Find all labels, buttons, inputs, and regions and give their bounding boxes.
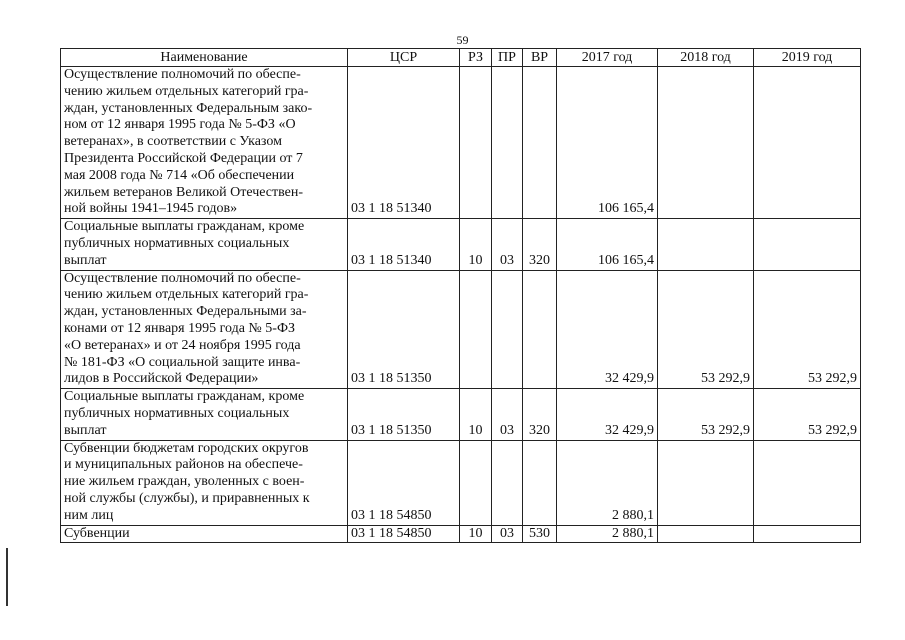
cell-name: [61, 440, 348, 525]
header-2017: 2017 год: [557, 49, 658, 67]
cell-pr: [492, 270, 523, 389]
cell-2017: 32 429,9: [557, 389, 658, 440]
name-line: публичных нормативных социальных: [64, 405, 290, 421]
header-rz: РЗ: [460, 49, 492, 67]
cell-vr: 530: [523, 525, 557, 543]
name-line: «О ветеранах» и от 24 ноября 1995 года: [64, 337, 301, 353]
name-line: ждан, установленных Федеральным зако-: [64, 100, 313, 116]
cell-rz: [460, 440, 492, 525]
name-line: жильем ветеранов Великой Отечествен-: [64, 184, 304, 200]
name-line: Субвенции бюджетам городских округов: [64, 440, 309, 456]
table-row: [61, 389, 861, 440]
cell-2017: 2 880,1: [557, 525, 658, 543]
cell-name: [61, 270, 348, 389]
table-body: [61, 67, 861, 543]
table-row: [61, 440, 861, 525]
cell-csr: 03 1 18 51340: [348, 67, 460, 219]
cell-2018: [658, 440, 754, 525]
name-line: лидов в Российской Федерации»: [64, 371, 259, 387]
name-line: выплат: [64, 422, 107, 438]
cell-rz: 10: [460, 219, 492, 270]
cell-2018: [658, 219, 754, 270]
name-line: ной службы (службы), и приравненных к: [64, 490, 310, 506]
name-line: Осуществление полномочий по обеспе-: [64, 270, 301, 286]
cell-2019: 53 292,9: [754, 270, 861, 389]
name-line: Субвенции: [64, 525, 130, 541]
header-pr: ПР: [492, 49, 523, 67]
cell-2019: [754, 525, 861, 543]
cell-pr: 03: [492, 525, 523, 543]
cell-rz: [460, 270, 492, 389]
name-line: № 181-ФЗ «О социальной защите инва-: [64, 354, 301, 370]
cell-vr: [523, 67, 557, 219]
cell-vr: 320: [523, 389, 557, 440]
cell-vr: 320: [523, 219, 557, 270]
cell-2018: 53 292,9: [658, 270, 754, 389]
cell-name: [61, 525, 348, 543]
cell-2019: [754, 219, 861, 270]
cell-2017: 106 165,4: [557, 219, 658, 270]
cell-2018: [658, 525, 754, 543]
cell-vr: [523, 270, 557, 389]
name-line: и муниципальных районов на обеспече-: [64, 457, 303, 473]
cell-2019: 53 292,9: [754, 389, 861, 440]
name-line: ветеранах», в соответствии с Указом: [64, 134, 282, 150]
budget-table: [60, 48, 861, 543]
cell-vr: [523, 440, 557, 525]
name-line: ном от 12 января 1995 года № 5-ФЗ «О: [64, 117, 296, 133]
cell-rz: [460, 67, 492, 219]
name-line: Социальные выплаты гражданам, кроме: [64, 219, 305, 235]
header-2019: 2019 год: [754, 49, 861, 67]
cell-2019: [754, 440, 861, 525]
cell-2017: 106 165,4: [557, 67, 658, 219]
name-line: Президента Российской Федерации от 7: [64, 150, 303, 166]
name-line: ждан, установленных Федеральными за-: [64, 304, 307, 320]
name-line: мая 2008 года № 714 «Об обеспечении: [64, 167, 295, 183]
cell-pr: 03: [492, 219, 523, 270]
cell-rz: 10: [460, 389, 492, 440]
header-row: [61, 49, 861, 67]
cell-2017: 2 880,1: [557, 440, 658, 525]
table-row: [61, 525, 861, 543]
header-name: Наименование: [61, 49, 348, 67]
cell-csr: 03 1 18 51340: [348, 219, 460, 270]
cell-csr: 03 1 18 54850: [348, 525, 460, 543]
name-line: Осуществление полномочий по обеспе-: [64, 67, 301, 82]
cell-csr: 03 1 18 54850: [348, 440, 460, 525]
cell-rz: 10: [460, 525, 492, 543]
cell-name: [61, 219, 348, 270]
cell-pr: [492, 67, 523, 219]
name-line: публичных нормативных социальных: [64, 235, 290, 251]
name-line: Социальные выплаты гражданам, кроме: [64, 389, 305, 405]
name-line: ние жильем граждан, уволенных с воен-: [64, 474, 305, 490]
cell-2017: 32 429,9: [557, 270, 658, 389]
header-2018: 2018 год: [658, 49, 754, 67]
name-line: выплат: [64, 252, 107, 268]
table-row: [61, 67, 861, 219]
page-number: 59: [456, 33, 469, 47]
header-csr: ЦСР: [348, 49, 460, 67]
name-line: конами от 12 января 1995 года № 5-ФЗ: [64, 320, 296, 336]
cell-pr: 03: [492, 389, 523, 440]
scan-edge-mark: [6, 548, 8, 606]
cell-pr: [492, 440, 523, 525]
cell-name: [61, 389, 348, 440]
table-row: [61, 270, 861, 389]
name-line: ним лиц: [64, 507, 114, 523]
table-row: [61, 219, 861, 270]
header-vr: ВР: [523, 49, 557, 67]
cell-csr: 03 1 18 51350: [348, 389, 460, 440]
cell-2018: 53 292,9: [658, 389, 754, 440]
name-line: чению жильем отдельных категорий гра-: [64, 287, 309, 303]
cell-csr: 03 1 18 51350: [348, 270, 460, 389]
cell-name: [61, 67, 348, 219]
cell-2019: [754, 67, 861, 219]
name-line: чению жильем отдельных категорий гра-: [64, 83, 309, 99]
name-line: ной войны 1941–1945 годов»: [64, 201, 238, 217]
cell-2018: [658, 67, 754, 219]
